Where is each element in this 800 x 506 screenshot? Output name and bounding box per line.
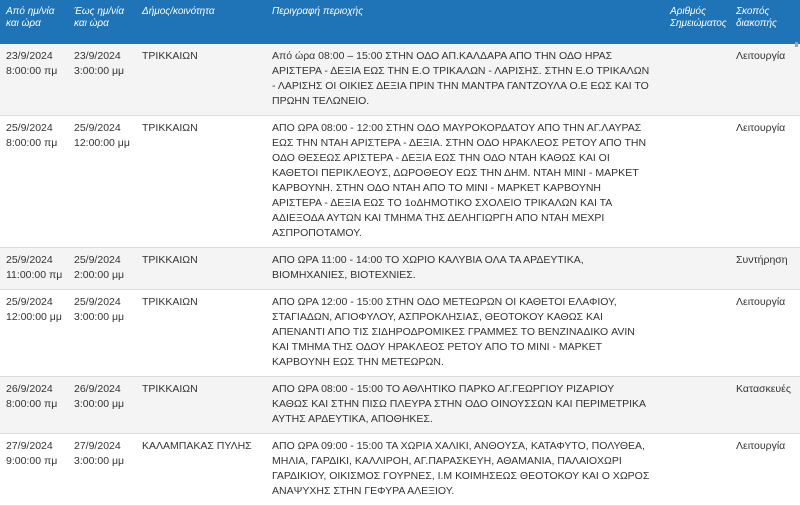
- to-cell: [68, 290, 136, 377]
- from-time: 8:00:00 πμ: [6, 137, 58, 149]
- to-date: 23/9/2024: [74, 50, 121, 62]
- from-date: 23/9/2024: [6, 50, 53, 62]
- from-date: 25/9/2024: [6, 254, 53, 266]
- from-date: 25/9/2024: [6, 122, 53, 134]
- to-cell: [68, 116, 136, 248]
- purpose-cell: Λειτουργία: [730, 116, 800, 248]
- header-description[interactable]: Περιγραφή περιοχής: [266, 0, 664, 44]
- header-row: [0, 0, 800, 44]
- points-cell: [664, 290, 730, 377]
- to-cell: [68, 44, 136, 116]
- description-cell: ΑΠΟ ΩΡΑ 08:00 - 15:00 ΤΟ ΑΘΛΗΤΙΚΟ ΠΑΡΚΟ ΑΓ.ΓΕΩΡΓΙΟΥ ΡΙΖΑΡΙΟΥ ΚΑΘΩΣ ΚΑΙ ΣΤΗΝ ΠΙΣΩ ΠΛΕΥΡΑ ΣΤΗΝ ΟΔΟ ΟΙΝΟΥΣΣΩΝ ΚΑΙ ΠΕΡΙΜΕΤΡΙΚΑ ΑΥΤΗΣ ΑΡΔΕΥΤΙΚΑ, ΑΠΟΘΗΚΕΣ.: [266, 377, 664, 434]
- scroll-indicator[interactable]: [795, 42, 798, 47]
- points-cell: [664, 116, 730, 248]
- purpose-cell: Λειτουργία: [730, 434, 800, 506]
- to-time: 3:00:00 μμ: [74, 398, 125, 410]
- to-date: 25/9/2024: [74, 254, 121, 266]
- points-cell: [664, 44, 730, 116]
- to-date: 25/9/2024: [74, 122, 121, 134]
- from-date: 27/9/2024: [6, 440, 53, 452]
- from-cell: [0, 377, 68, 434]
- purpose-cell: Λειτουργία: [730, 290, 800, 377]
- to-time: 12:00:00 μμ: [74, 137, 130, 149]
- from-time: 12:00:00 μμ: [6, 311, 62, 323]
- header-from[interactable]: Από ημ/νία και ώρα: [0, 0, 68, 44]
- description-cell: ΑΠΟ ΩΡΑ 11:00 - 14:00 ΤΟ ΧΩΡΙΟ ΚΑΛΥΒΙΑ ΟΛΑ ΤΑ ΑΡΔΕΥΤΙΚΑ, ΒΙΟΜΗΧΑΝΙΕΣ, ΒΙΟΤΕΧΝΙΕΣ.: [266, 248, 664, 290]
- description-cell: Από ώρα 08:00 – 15:00 ΣΤΗΝ ΟΔΟ ΑΠ.ΚΑΛΔΑΡΑ ΑΠΟ ΤΗΝ ΟΔΟ ΗΡΑΣ ΑΡΙΣΤΕΡΑ - ΔΕΞΙΑ ΕΩΣ ΤΗΝ Ε.Ο ΤΡΙΚΑΛΩΝ - ΛΑΡΙΣΗΣ. ΣΤΗΝ Ε.Ο ΤΡΙΚΑΛΩΝ - ΛΑΡΙΣΗΣ ΟΙ ΟΙΚΙΕΣ ΔΕΞΙΑ ΠΡΙΝ ΤΗΝ ΜΑΝΤΡΑ ΓΑΝΤΖΟΥΛΑ Ο.Ε ΕΩΣ ΚΑΙ ΤΟ ΠΡΩΗΝ ΤΕΛΩΝΕΙΟ.: [266, 44, 664, 116]
- header-municipality[interactable]: Δήμος/κοινότητα: [136, 0, 266, 44]
- table-body: [0, 44, 800, 506]
- table-row: [0, 248, 800, 290]
- to-time: 3:00:00 μμ: [74, 455, 125, 467]
- purpose-cell: Λειτουργία: [730, 44, 800, 116]
- from-time: 8:00:00 πμ: [6, 398, 58, 410]
- to-date: 25/9/2024: [74, 296, 121, 308]
- header-to[interactable]: Έως ημ/νία και ώρα: [68, 0, 136, 44]
- table-row: [0, 434, 800, 506]
- table-row: [0, 44, 800, 116]
- municipality-cell: ΤΡΙΚΚΑΙΩΝ: [136, 290, 266, 377]
- points-cell: [664, 377, 730, 434]
- table-row: [0, 290, 800, 377]
- from-cell: [0, 44, 68, 116]
- purpose-cell: Κατασκευές: [730, 377, 800, 434]
- municipality-cell: ΤΡΙΚΚΑΙΩΝ: [136, 377, 266, 434]
- points-cell: [664, 434, 730, 506]
- from-date: 26/9/2024: [6, 383, 53, 395]
- description-cell: ΑΠΟ ΩΡΑ 08:00 - 12:00 ΣΤΗΝ ΟΔΟ ΜΑΥΡΟΚΟΡΔΑΤΟΥ ΑΠΟ ΤΗΝ ΑΓ.ΛΑΥΡΑΣ ΕΩΣ ΤΗΝ ΝΤΑΗ ΑΡΙΣΤΕΡΑ - ΔΕΞΙΑ. ΣΤΗΝ ΟΔΟ ΗΡΑΚΛΕΟΣ ΡΕΤΟΥ ΑΠΟ ΤΗΝ ΟΔΟ ΘΕΣΕΩΣ ΑΡΙΣΤΕΡΑ - ΔΕΞΙΑ ΕΩΣ ΤΗΝ ΟΔΟ ΝΤΑΗ ΚΑΘΩΣ ΚΑΙ ΟΙ ΚΑΘΕΤΟΙ ΠΕΡΙΚΛΕΟΥΣ, ΔΩΡΟΘΕΟΥ ΕΩΣ ΤΗΝ ΔΗΜ. ΝΤΑΗ ΜΙΝΙ - ΜΑΡΚΕΤ ΚΑΡΒΟΥΝΗ. ΣΤΗΝ ΟΔΟ ΝΤΑΗ ΑΠΟ ΤΟ ΜΙΝΙ - ΜΑΡΚΕΤ ΚΑΡΒΟΥΝΗ ΑΡΙΣΤΕΡΑ - ΔΕΞΙΑ ΕΩΣ ΤΟ 1οΔΗΜΟΤΙΚΟ ΣΧΟΛΕΙΟ ΤΡΙΚΑΛΩΝ ΚΑΙ ΤΑ ΑΔΙΕΞΟΔΑ ΑΥΤΩΝ ΚΑΙ ΤΜΗΜΑ ΤΗΣ ΔΕΛΗΓΙΩΡΓΗ ΑΠΟ ΝΤΑΗ ΜΕΧΡΙ ΑΣΠΡΟΠΟΤΑΜΟΥ.: [266, 116, 664, 248]
- purpose-cell: Συντήρηση: [730, 248, 800, 290]
- from-time: 9:00:00 πμ: [6, 455, 58, 467]
- to-time: 3:00:00 μμ: [74, 311, 125, 323]
- points-cell: [664, 248, 730, 290]
- header-points[interactable]: Αριθμός Σημειώματος: [664, 0, 730, 44]
- from-cell: [0, 434, 68, 506]
- from-time: 11:00:00 πμ: [6, 269, 63, 281]
- to-time: 2:00:00 μμ: [74, 269, 125, 281]
- municipality-cell: ΤΡΙΚΚΑΙΩΝ: [136, 116, 266, 248]
- to-date: 26/9/2024: [74, 383, 121, 395]
- from-time: 8:00:00 πμ: [6, 65, 58, 77]
- to-cell: [68, 377, 136, 434]
- from-date: 25/9/2024: [6, 296, 53, 308]
- from-cell: [0, 290, 68, 377]
- table-header: [0, 0, 800, 44]
- from-cell: [0, 116, 68, 248]
- to-time: 3:00:00 μμ: [74, 65, 125, 77]
- to-cell: [68, 248, 136, 290]
- municipality-cell: ΚΑΛΑΜΠΑΚΑΣ ΠΥΛΗΣ: [136, 434, 266, 506]
- description-cell: ΑΠΟ ΩΡΑ 12:00 - 15:00 ΣΤΗΝ ΟΔΟ ΜΕΤΕΩΡΩΝ ΟΙ ΚΑΘΕΤΟΙ ΕΛΑΦΙΟΥ, ΣΤΑΓΙΑΔΩΝ, ΑΓΙΟΦΥΛΟΥ, ΑΣΠΡΟΚΛΗΣΙΑΣ, ΘΕΟΤΟΚΟΥ ΚΑΘΩΣ ΚΑΙ ΑΠΕΝΑΝΤΙ ΑΠΟ ΤΙΣ ΣΙΔΗΡΟΔΡΟΜΙΚΕΣ ΓΡΑΜΜΕΣ ΤΟ ΒΕΝΖΙΝΑΔΙΚΟ AVIN ΚΑΙ ΤΜΗΜΑ ΤΗΣ ΟΔΟΥ ΗΡΑΚΛΕΟΣ ΡΕΤΟΥ ΑΠΟ ΤΟ ΜΙΝΙ - ΜΑΡΚΕΤ ΚΑΡΒΟΥΝΗ ΕΩΣ ΤΗΝ ΜΕΤΕΩΡΩΝ.: [266, 290, 664, 377]
- description-cell: ΑΠΟ ΩΡΑ 09:00 - 15:00 ΤΑ ΧΩΡΙΑ ΧΑΛΙΚΙ, ΑΝΘΟΥΣΑ, ΚΑΤΑΦΥΤΟ, ΠΟΛΥΘΕΑ, ΜΗΛΙΑ, ΓΑΡΔΙΚΙ, ΚΑΛΛΙΡΟΗ, ΑΓ.ΠΑΡΑΣΚΕΥΗ, ΑΘΑΜΑΝΙΑ, ΠΑΛΑΙΟΧΩΡΙ ΓΑΡΔΙΚΙΟΥ, ΟΙΚΙΣΜΟΣ ΓΟΥΡΝΕΣ, Ι.Μ ΚΟΙΜΗΣΕΩΣ ΘΕΟΤΟΚΟΥ ΚΑΙ Ο ΧΩΡΟΣ ΑΝΑΨΥΧΗΣ ΣΤΗΝ ΓΕΦΥΡΑ ΑΛΕΞΙΟΥ.: [266, 434, 664, 506]
- table-row: [0, 116, 800, 248]
- municipality-cell: ΤΡΙΚΚΑΙΩΝ: [136, 248, 266, 290]
- to-date: 27/9/2024: [74, 440, 121, 452]
- to-cell: [68, 434, 136, 506]
- header-purpose[interactable]: Σκοπός διακοπής: [730, 0, 800, 44]
- table-row: [0, 377, 800, 434]
- from-cell: [0, 248, 68, 290]
- municipality-cell: ΤΡΙΚΚΑΙΩΝ: [136, 44, 266, 116]
